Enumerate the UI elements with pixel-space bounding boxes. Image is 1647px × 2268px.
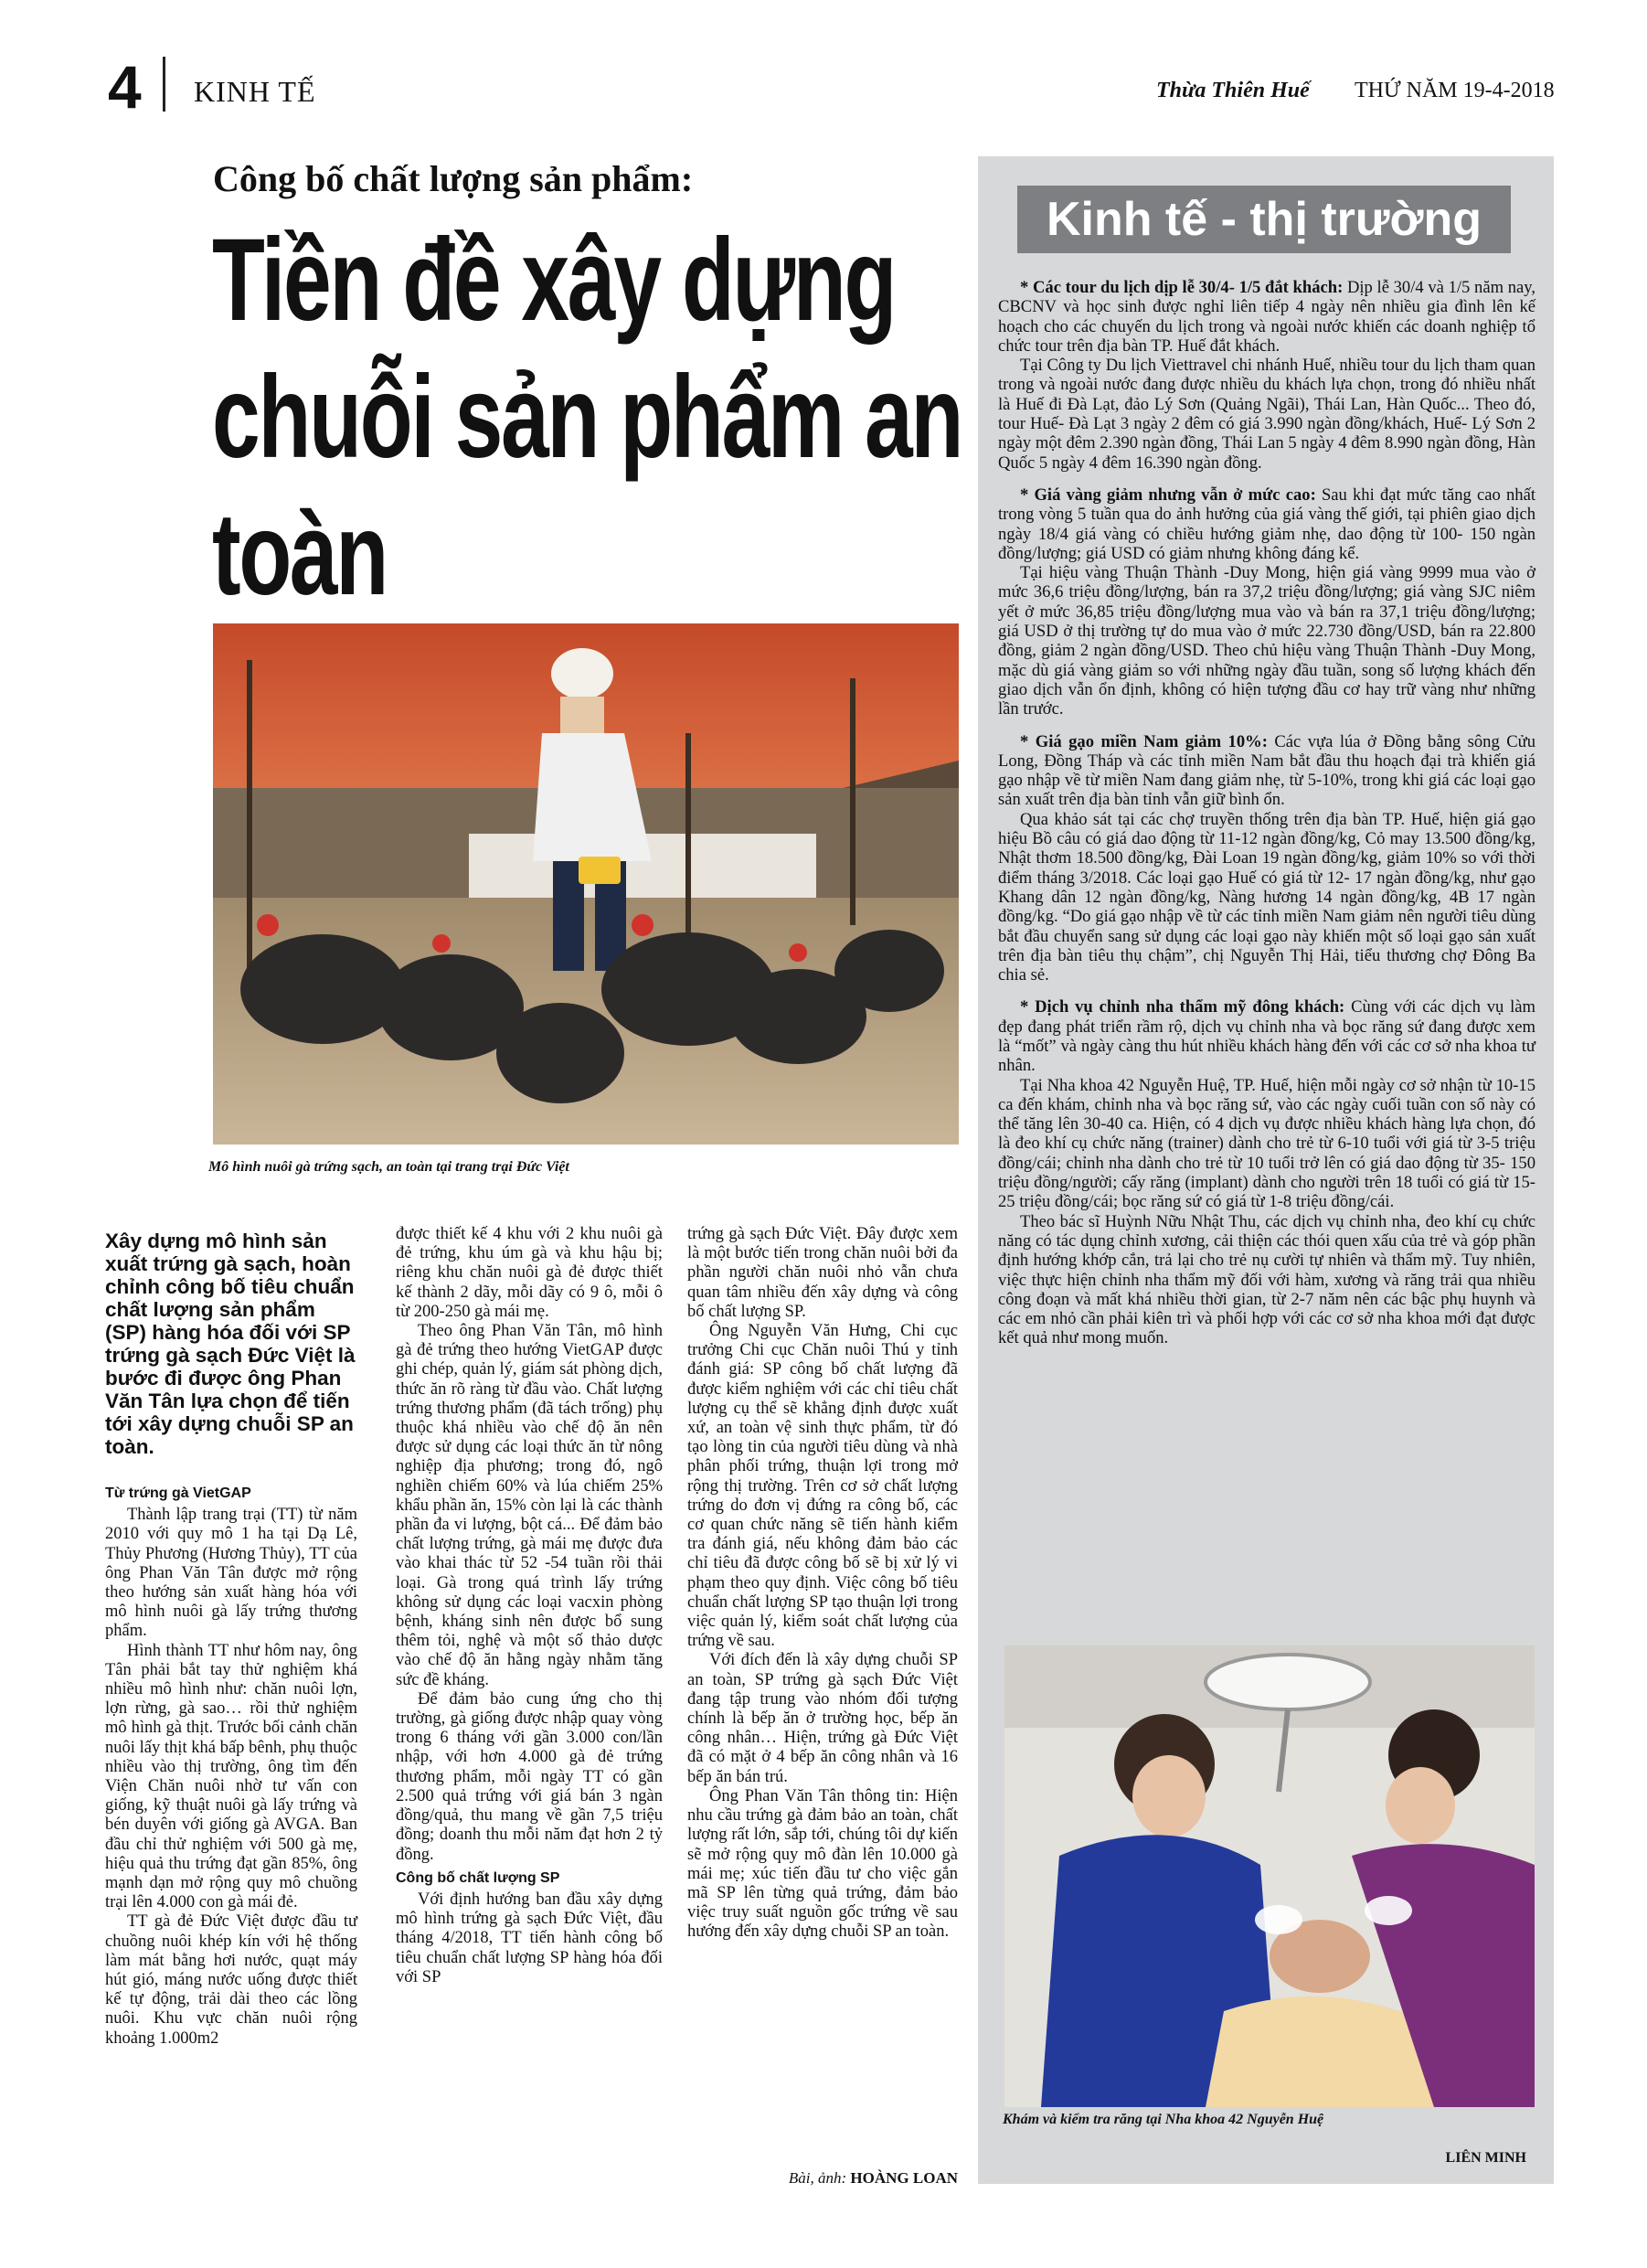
item-body: Dịp lễ 30/4 và 1/5 năm nay, CBCNV và học sinh được nghỉ liên tiếp 4 ngày nên nhiều gia đình lên kế hoạch cho các chuyến du lịch trong và ngoài nước khiến các doanh nghiệp tổ chức tour trên địa bàn TP. Huế đắt khách. bbox=[998, 278, 1536, 356]
newspaper-name: Thừa Thiên Huế bbox=[1156, 79, 1310, 102]
subhead-vietgap: Từ trứng gà VietGAP bbox=[105, 1485, 251, 1501]
sidebar-author: LIÊN MINH bbox=[1445, 2150, 1526, 2166]
paragraph: Thành lập trang trại (TT) từ năm 2010 với quy mô 1 ha tại Dạ Lê, Thủy Phương (Hương Thủy), TT của ông Phan Văn Tân được mở rộng theo hướng sản xuất hàng hóa với mô hình nuôi gà lấy trứng thương phẩm. bbox=[105, 1506, 357, 1641]
section-name: KINH TẾ bbox=[194, 75, 316, 108]
article-headline bbox=[212, 212, 976, 623]
byline-prefix: Bài, ảnh: bbox=[788, 2169, 851, 2187]
article-kicker: Công bố chất lượng sản phẩm: bbox=[213, 158, 694, 199]
item-heading: * Giá gạo miền Nam giảm 10%: bbox=[1020, 731, 1268, 751]
paragraph: Ông Nguyễn Văn Hưng, Chi cục trưởng Chi cục Chăn nuôi Thú y tỉnh đánh giá: SP công bố chất lượng đã được kiểm nghiệm với các chỉ tiêu chất lượng cụ thể sẽ khẳng định được xuất xứ, an toàn vệ sinh thực phẩm, từ đó tạo lòng tin của người tiêu dùng và nhà phân phối trứng, thuận lợi trong mở rộng thị trường. Trên cơ sở chất lượng trứng do đơn vị đứng ra công bố, các cơ quan chức năng sẽ tiến hành kiểm tra đánh giá, nếu không đảm bảo các chỉ tiêu đã được công bố sẽ bị xử lý vi phạm theo quy định. Việc công bố tiêu chuẩn chất lượng SP tạo thuận lợi trong việc quản lý, kiểm soát chất lượng của trứng về sau. bbox=[687, 1322, 958, 1651]
paragraph: trứng gà sạch Đức Việt. Đây được xem là một bước tiến trong chăn nuôi bởi đa phần người chăn nuôi nhỏ vẫn chưa quan tâm nhiều đến xây dựng và công bố chất lượng SP. bbox=[687, 1225, 958, 1321]
news-item-gold bbox=[998, 485, 1535, 719]
dental-photo-caption: Khám và kiểm tra răng tại Nha khoa 42 Nguyễn Huệ bbox=[1003, 2112, 1324, 2127]
article-lead: Xây dựng mô hình sản xuất trứng gà sạch, hoàn chỉnh công bố tiêu chuẩn chất lượng sản phẩm (SP) hàng hóa đối với SP trứng gà sạch Đức Việt là bước đi được ông Phan Văn Tân lựa chọn để tiến tới xây dựng chuỗi SP an toàn. bbox=[105, 1230, 356, 1458]
paragraph: Với định hướng ban đầu xây dựng mô hình trứng gà sạch Đức Việt, đầu tháng 4/2018, TT tiến hành công bố tiêu chuẩn chất lượng SP hàng hóa đối với SP bbox=[396, 1890, 663, 1986]
item-heading: * Giá vàng giảm nhưng vẫn ở mức cao: bbox=[1020, 484, 1316, 505]
item-body: Cùng với các dịch vụ làm đẹp đang phát triển rầm rộ, dịch vụ chỉnh nha và bọc răng sứ đang được xem là “mốt” và ngày càng thu hút nhiều khách hàng đến với các cơ sở nha khoa tư nhân. bbox=[998, 997, 1535, 1076]
paragraph: Tại Công ty Du lịch Viettravel chi nhánh Huế, nhiều tour du lịch tham quan trong và ngoài nước đang được nhiều du khách lựa chọn, trong đó nhiều nhất là Huế đi Đà Lạt, đảo Lý Sơn (Quảng Ngãi), Thái Lan, Hàn Quốc... Theo đó, tour Huế- Đà Lạt 3 ngày 2 đêm có giá 3.990 ngàn đồng/khách, Huế- Lý Sơn 2 ngày một đêm 2.390 ngàn đồng, Thái Lan 5 ngày 4 đêm 8.990 ngàn đồng, Hàn Quốc 5 ngày 4 đêm 16.390 ngàn đồng. bbox=[998, 356, 1535, 473]
paragraph: Theo bác sĩ Huỳnh Nữu Nhật Thu, các dịch vụ chỉnh nha, đeo khí cụ chức năng có tác dụng chỉnh xương, cải thiện các thói quen xấu của trẻ và góp phần định hướng khớp cắn, trả lại cho trẻ nụ cười tự nhiên và thẩm mỹ. Tuy nhiên, việc thực hiện chỉnh nha thẩm mỹ đối với hàm, xương và răng trải qua nhiều công đoạn và mất khá nhiều thời gian, từ 2-7 năm nên các bậc phụ huynh và các em nhỏ cần phải kiên trì và phối hợp với các cơ sở nha khoa mới đạt được kết quả như mong muốn. bbox=[998, 1211, 1535, 1348]
paragraph: được thiết kế 4 khu với 2 khu nuôi gà đẻ trứng, khu úm gà và khu hậu bị; riêng khu chăn nuôi gà đẻ được thiết kế thành 2 dãy, mỗi dãy có 9 ô, mỗi ô từ 200-250 gà mái mẹ. bbox=[396, 1225, 663, 1321]
chicken-farm-photo bbox=[213, 623, 959, 1145]
paragraph: Hình thành TT như hôm nay, ông Tân phải bắt tay thử nghiệm khá nhiều mô hình như: chăn nuôi lợn, lợn rừng, gà sao… rồi thử nghiệm mô hình gà thịt. Trước bối cảnh chăn nuôi lấy thịt khá bấp bênh, phụ thuộc nhiều vào thị trường, ông tìm đến Viện Chăn nuôi nhờ tư vấn con giống, kỹ thuật nuôi gà lấy trứng và bén duyên với giống gà AVGA. Ban đầu chỉ thử nghiệm với 500 gà mẹ, hiệu quả thu trứng đạt gần 85%, ông mạnh dạn mở rộng quy mô chuồng trại lên 4.000 con gà mái đẻ. bbox=[105, 1641, 357, 1912]
dental-clinic-photo bbox=[1004, 1645, 1535, 2107]
subhead-quality: Công bố chất lượng SP bbox=[396, 1869, 560, 1886]
article-byline bbox=[685, 2169, 958, 2188]
byline-author: HOÀNG LOAN bbox=[850, 2169, 958, 2187]
paragraph: Ông Phan Văn Tân thông tin: Hiện nhu cầu trứng gà đảm bảo an toàn, chất lượng rất lớn, sắp tới, chúng tôi dự kiến sẽ mở rộng quy mô đàn lên 10.000 gà mái mẹ; xúc tiến đầu tư cho việc gắn mã SP lên từng quả trứng, đảm bảo việc truy suất nguồn gốc trứng về sau hướng đến xây dựng chuỗi SP an toàn. bbox=[687, 1786, 958, 1942]
item-heading: * Dịch vụ chỉnh nha thẩm mỹ đông khách: bbox=[1020, 997, 1345, 1017]
paragraph: Với đích đến là xây dựng chuỗi SP an toàn, SP trứng gà sạch Đức Việt đang tập trung vào nhóm đối tượng chính là bếp ăn ở trường học, bếp ăn công nhân… Hiện, trứng gà Đức Việt đã có mặt ở 4 bếp ăn công nhân và 16 bếp ăn bán trú. bbox=[687, 1651, 958, 1786]
photo-caption: Mô hình nuôi gà trứng sạch, an toàn tại trang trại Đức Việt bbox=[208, 1159, 569, 1175]
item-body: Sau khi đạt mức tăng cao nhất trong vòng 5 tuần qua do ảnh hưởng của giá vàng thế giới, tại phiên giao dịch ngày 18/4 giá vàng có chiều hướng giảm nhẹ, dao động từ 100- 150 ngàn đồng/lượng; giá USD có giảm nhưng không đáng kể. bbox=[998, 484, 1535, 563]
headline-line-2: chuỗi sản phẩm an toàn bbox=[212, 352, 962, 620]
paragraph: Qua khảo sát tại các chợ truyền thống trên địa bàn TP. Huế, hiện giá gạo hiệu Bồ câu có giá dao động từ 11-12 ngàn đồng/kg, Cỏ may 13.500 đồng/kg, Nhật thơm 18.500 đồng/kg, Đài Loan 19 ngàn đồng/kg, giảm 10% so với thời điểm tháng 3/2018. Các loại gạo Huế có giá từ 12- 17 ngàn đồng/kg, như gạo Khang dân 12 ngàn đồng/kg, Nàng hương 14 ngàn đồng/kg, 4B 17 ngàn đồng/kg. “Do giá gạo nhập về từ các tỉnh miền Nam giảm nên người tiêu dùng bắt đầu chuyển sang sử dụng các loại gạo này khiến một số loại gạo sản xuất trên địa bàn tiêu thụ chậm”, chị Nguyễn Thị Hải, tiểu thương chợ Đông Ba chia sẻ. bbox=[998, 809, 1535, 985]
paragraph: Tại Nha khoa 42 Nguyễn Huệ, TP. Huế, hiện mỗi ngày cơ sở nhận từ 10-15 ca đến khám, chỉnh nha và bọc răng sứ, vào các ngày cuối tuần con số này có thể tăng lên 30-40 ca. Hiện, có 4 dịch vụ được nhiều khách hàng lựa chọn, đó là đeo khí cụ chức năng (trainer) dành cho trẻ từ 6-10 tuổi với giá từ 3-5 triệu đồng/cái; chỉnh nha dành cho trẻ từ 10 tuổi trở lên có giá dao động từ 35- 150 triệu đồng/người; cấy răng (implant) dành cho người trên 18 tuổi có giá từ 15-25 triệu đồng/cái; bọc răng sứ có giá từ 1-8 triệu đồng/cái. bbox=[998, 1075, 1535, 1212]
page-number: 4 bbox=[108, 53, 142, 121]
headline-line-1: Tiền đề xây dựng bbox=[212, 215, 896, 346]
article-column-3 bbox=[687, 1225, 958, 1943]
news-item-tours bbox=[998, 278, 1535, 473]
header-divider bbox=[163, 57, 165, 112]
article-column-1 bbox=[105, 1230, 357, 2049]
paragraph: Để đảm bảo cung ứng cho thị trường, gà giống được nhập quay vòng trong 6 tháng với gần 3.000 con/lần nhập, với hơn 4.000 gà đẻ trứng thương phẩm, mỗi ngày TT có gần 2.500 quả trứng với giá bán 3 ngàn đồng/quả, thu mang về gần 7,5 triệu đồng; doanh thu mỗi năm đạt hơn 2 tỷ đồng. bbox=[396, 1689, 663, 1864]
paragraph: Theo ông Phan Văn Tân, mô hình gà đẻ trứng theo hướng VietGAP được ghi chép, quản lý, giám sát phòng dịch, thức ăn rõ ràng từ đầu vào. Chất lượng trứng thương phẩm (đã tách trống) phụ thuộc khá nhiều vào chế độ ăn nên được sử dụng các loại thức ăn từ nông nghiệp địa phương; trong đó, ngô nghiền chiếm 60% và lúa chiếm 25% khẩu phần ăn, 15% còn lại là các thành phần đa vi lượng, bột cá... Để đảm bảo chất lượng trứng, gà mái mẹ được đưa vào khai thác từ 52 -54 tuần rồi thải loại. Gà trong quá trình lấy trứng không sử dụng các loại vacxin phòng bệnh, kháng sinh nên được bổ sung thêm tỏi, nghệ và một số thảo dược vào chế độ ăn hằng ngày nhằm tăng sức đề kháng. bbox=[396, 1322, 663, 1689]
chicken-farm-illustration bbox=[213, 623, 959, 1145]
dental-clinic-illustration bbox=[1004, 1645, 1535, 2107]
sidebar-title: Kinh tế - thị trường bbox=[1017, 186, 1511, 253]
news-item-dental bbox=[998, 997, 1535, 1347]
item-heading: * Các tour du lịch dịp lễ 30/4- 1/5 đắt khách: bbox=[1020, 278, 1344, 297]
item-body: Các vựa lúa ở Đồng bằng sông Cửu Long, Đồng Tháp và các tỉnh miền Nam bắt đầu thu hoạch đại trà khiến giá gạo nhập về từ miền Nam đang giảm nhẹ, từ 5-10%, trong khi giá các loại gạo sản xuất trên địa bàn tỉnh vẫn giữ bình ổn. bbox=[998, 731, 1535, 810]
sidebar-text bbox=[998, 278, 1535, 1348]
paragraph: TT gà đẻ Đức Việt được đầu tư chuồng nuôi khép kín với hệ thống làm mát bằng hơi nước, quạt máy hút gió, máng nước uống được thiết kế tự động, trải dài theo các lồng nuôi. Khu vực chăn nuôi rộng khoảng 1.000m2 bbox=[105, 1912, 357, 2048]
news-item-rice bbox=[998, 732, 1535, 985]
article-column-2 bbox=[396, 1225, 663, 1987]
paragraph: Tại hiệu vàng Thuận Thành -Duy Mong, hiện giá vàng 9999 mua vào ở mức 36,6 triệu đồng/lượng, bán ra 37,2 triệu đồng/lượng; giá vàng SJC niêm yết ở mức 36,85 triệu đồng/lượng mua vào và bán ra 37,1 triệu đồng/lượng; giá USD ở thị trường tự do mua vào ở mức 22.730 đồng/USD, bán ra 22.800 đồng, giảm 2 ngàn đồng/USD. Theo chủ hiệu vàng Thuận Thành -Duy Mong, mặc dù giá vàng giảm so với những ngày đầu tuần, song số lượng khách đến giao dịch vẫn ổn định, không có hiện tượng đầu cơ hay trữ vàng như những lần trước. bbox=[998, 563, 1535, 719]
issue-date: THỨ NĂM 19-4-2018 bbox=[1355, 79, 1555, 102]
